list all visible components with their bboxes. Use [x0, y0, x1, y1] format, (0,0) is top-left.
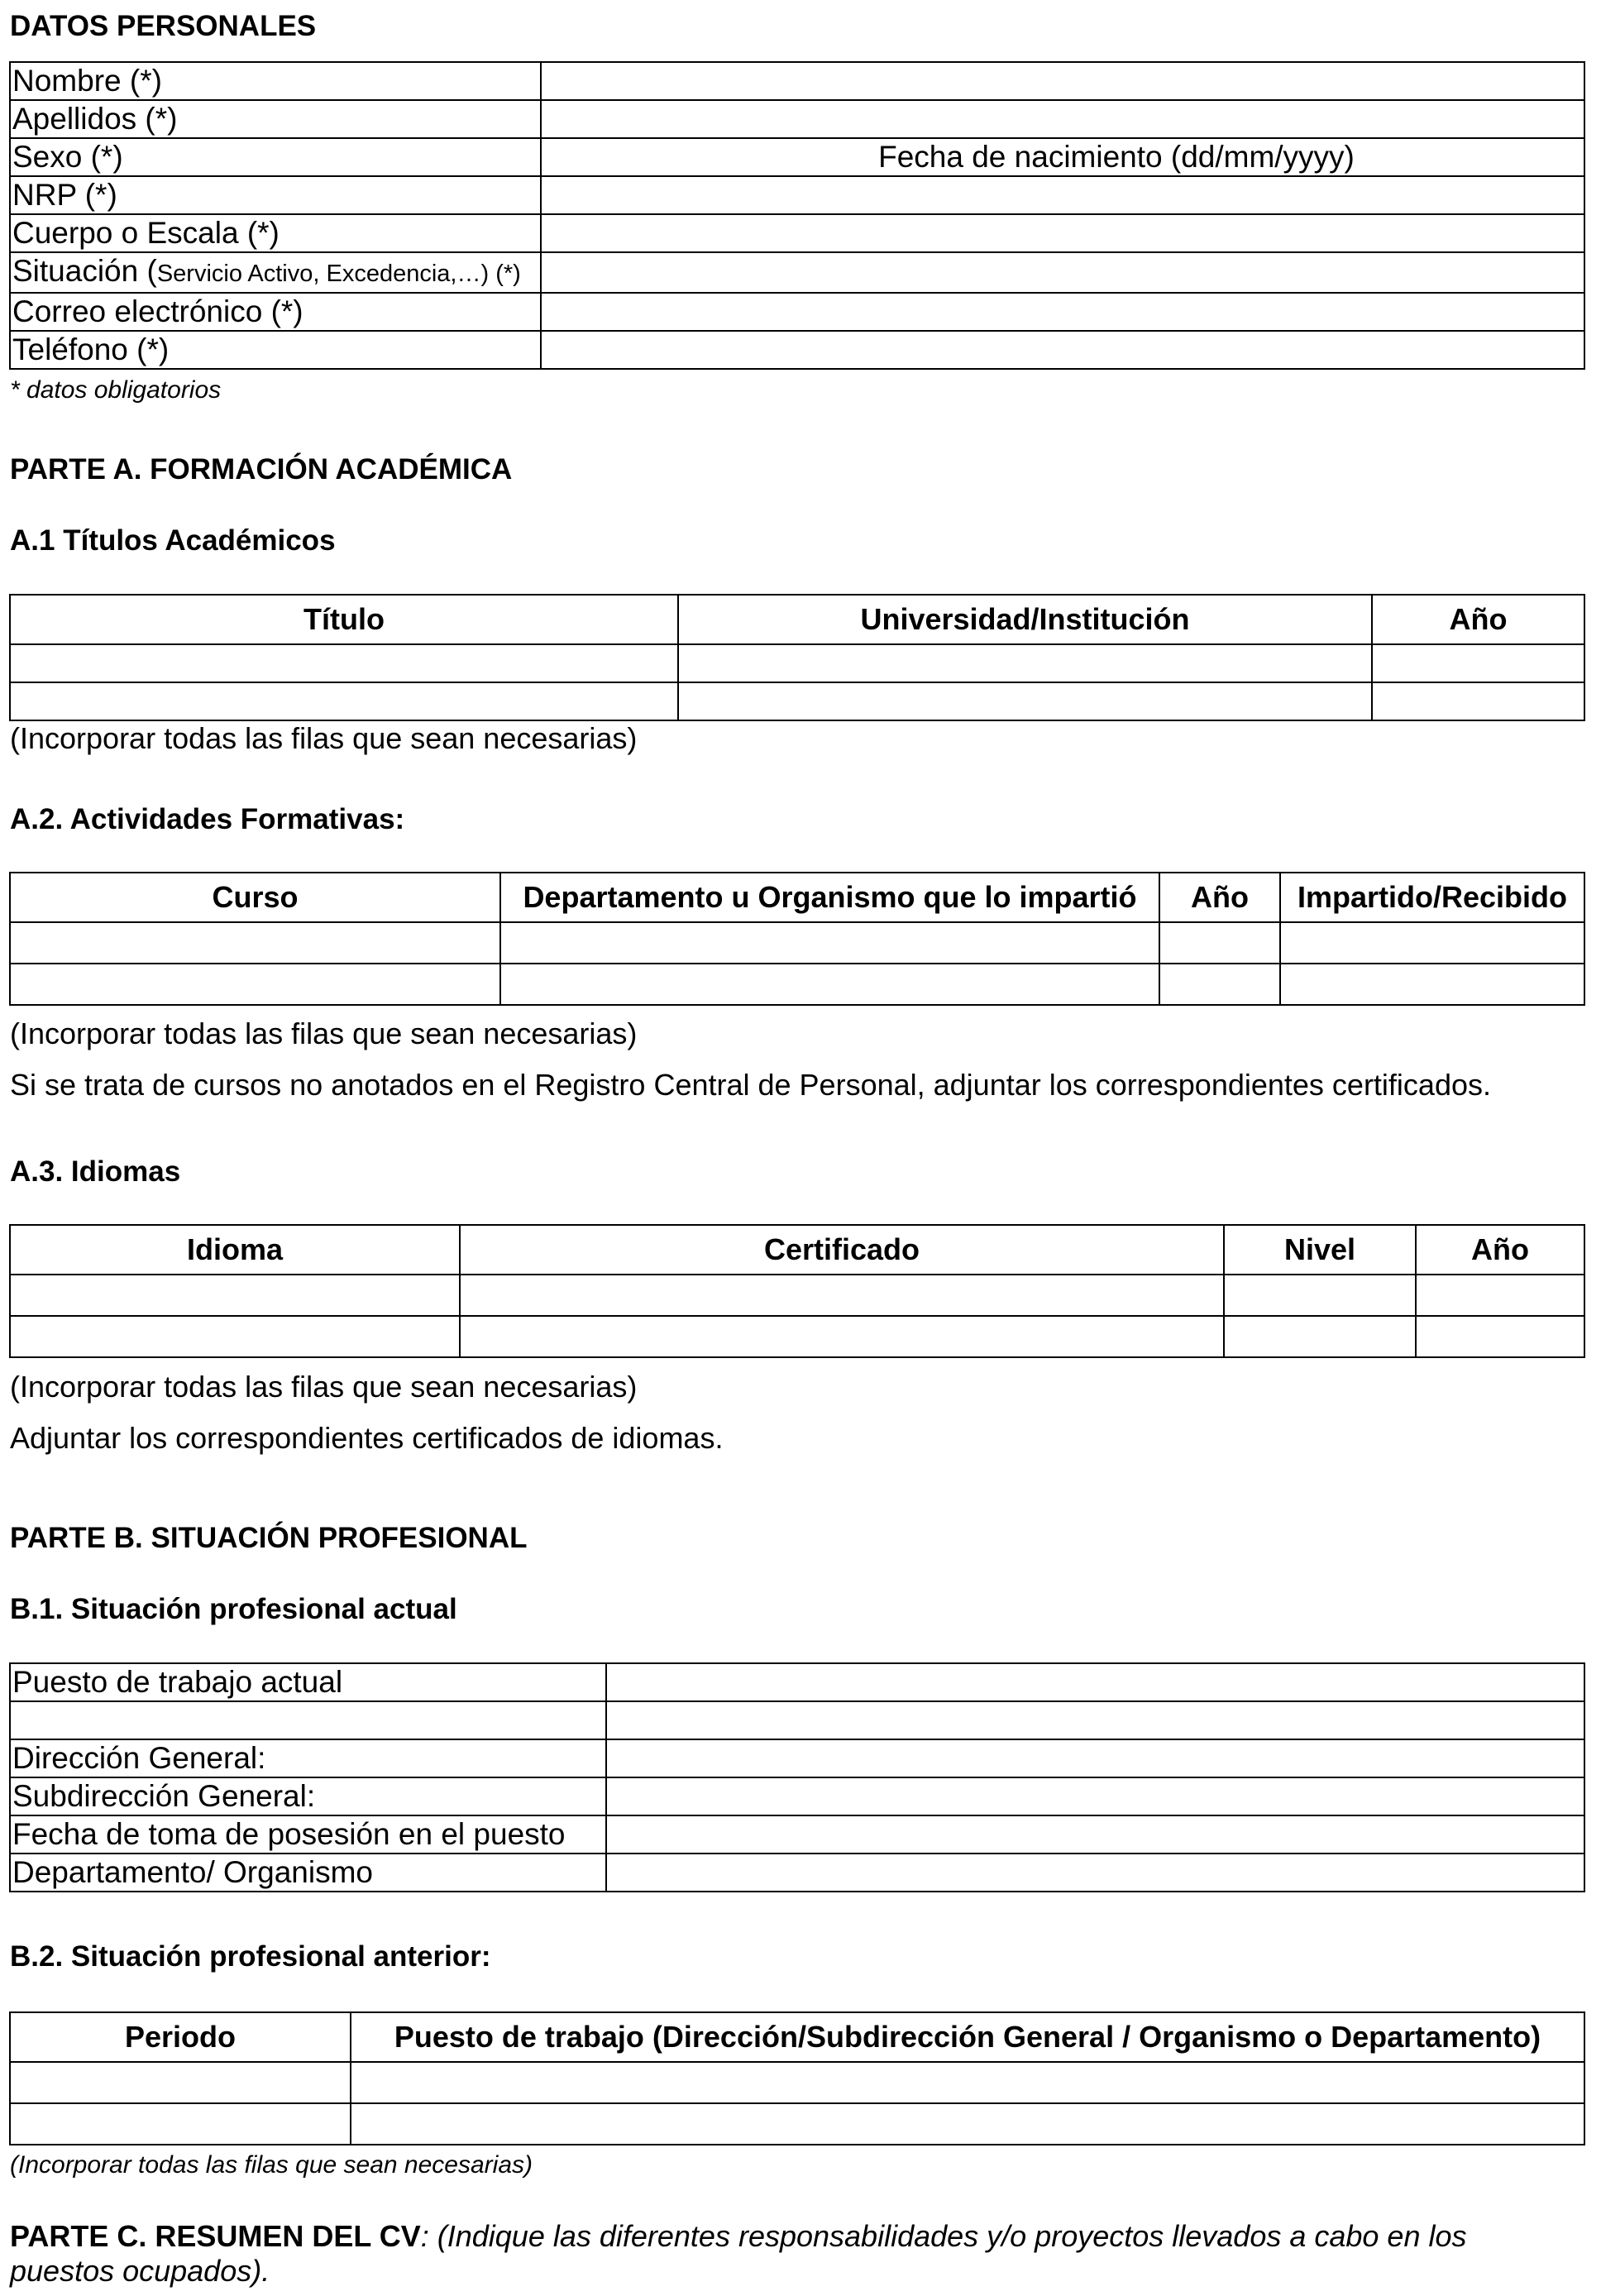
- fecha-posesion-field[interactable]: [606, 1815, 1584, 1854]
- a3-cell[interactable]: [10, 1316, 460, 1357]
- nombre-field[interactable]: [541, 62, 1584, 100]
- a2-cell[interactable]: [500, 922, 1159, 964]
- a2-cell[interactable]: [1280, 922, 1584, 964]
- parte-c-desc2: puestos ocupados).: [10, 2254, 270, 2288]
- situacion-field[interactable]: [541, 252, 1584, 293]
- label-apellidos: Apellidos (*): [10, 100, 541, 138]
- a3-cell[interactable]: [1224, 1275, 1416, 1316]
- parte-b-title: PARTE B. SITUACIÓN PROFESIONAL: [10, 1522, 528, 1554]
- a3-cell[interactable]: [1224, 1316, 1416, 1357]
- a2-table: [9, 872, 1585, 1006]
- label-fecha-posesion: Fecha de toma de posesión en el puesto: [10, 1815, 606, 1854]
- datos-table: [9, 61, 1585, 370]
- cuerpo-field[interactable]: [541, 214, 1584, 252]
- a1-cell[interactable]: [10, 644, 678, 682]
- a2-note2: Si se trata de cursos no anotados en el Registro Central de Personal, adjuntar los correspondientes certificados.: [10, 1068, 1491, 1102]
- a3-header-idioma: Idioma: [10, 1225, 460, 1275]
- a1-cell[interactable]: [678, 644, 1372, 682]
- fecha-nacimiento-label: Fecha de nacimiento (dd/mm/yyyy): [878, 140, 1355, 174]
- b2-cell[interactable]: [10, 2103, 351, 2145]
- b2-note: (Incorporar todas las filas que sean necesarias): [10, 2151, 533, 2179]
- a2-cell[interactable]: [1159, 964, 1280, 1005]
- datos-note: * datos obligatorios: [10, 376, 222, 404]
- b2-header-puesto: Puesto de trabajo (Dirección/Subdirección General / Organismo o Departamento): [351, 2012, 1584, 2062]
- a2-title: A.2. Actividades Formativas:: [10, 803, 405, 835]
- label-empty: [10, 1701, 606, 1739]
- a3-header-nivel: Nivel: [1224, 1225, 1416, 1275]
- a2-cell[interactable]: [10, 922, 500, 964]
- a1-header-titulo: Título: [10, 595, 678, 644]
- label-telefono: Teléfono (*): [10, 331, 541, 369]
- b1-title: B.1. Situación profesional actual: [10, 1593, 457, 1625]
- parte-c-title: PARTE C. RESUMEN DEL CV: [10, 2219, 421, 2253]
- a3-cell[interactable]: [10, 1275, 460, 1316]
- label-nombre: Nombre (*): [10, 62, 541, 100]
- a3-cell[interactable]: [460, 1275, 1224, 1316]
- a1-title: A.1 Títulos Académicos: [10, 524, 336, 557]
- situacion-small: Servicio Activo, Excedencia,…) (*): [156, 261, 521, 287]
- a2-cell[interactable]: [1280, 964, 1584, 1005]
- a3-header-certificado: Certificado: [460, 1225, 1224, 1275]
- datos-title: DATOS PERSONALES: [10, 10, 317, 42]
- empty-field[interactable]: [606, 1701, 1584, 1739]
- a2-header-impartido: Impartido/Recibido: [1280, 873, 1584, 922]
- a2-note: (Incorporar todas las filas que sean necesarias): [10, 1016, 638, 1050]
- b2-cell[interactable]: [351, 2103, 1584, 2145]
- a2-cell[interactable]: [10, 964, 500, 1005]
- a1-cell[interactable]: [1372, 644, 1584, 682]
- b2-cell[interactable]: [10, 2062, 351, 2103]
- label-subdireccion-general: Subdirección General:: [10, 1777, 606, 1815]
- situacion-main: Situación (: [12, 254, 157, 288]
- nrp-field[interactable]: [541, 176, 1584, 214]
- apellidos-field[interactable]: [541, 100, 1584, 138]
- a1-cell[interactable]: [1372, 682, 1584, 720]
- departamento-field[interactable]: [606, 1854, 1584, 1892]
- a2-cell[interactable]: [500, 964, 1159, 1005]
- label-nrp: NRP (*): [10, 176, 541, 214]
- a2-header-anio: Año: [1159, 873, 1280, 922]
- direccion-general-field[interactable]: [606, 1739, 1584, 1777]
- a2-header-curso: Curso: [10, 873, 500, 922]
- telefono-field[interactable]: [541, 331, 1584, 369]
- puesto-actual-field[interactable]: [606, 1663, 1584, 1701]
- label-puesto-actual: Puesto de trabajo actual: [10, 1663, 606, 1701]
- b1-table: [9, 1662, 1585, 1892]
- label-cuerpo: Cuerpo o Escala (*): [10, 214, 541, 252]
- label-departamento: Departamento/ Organismo: [10, 1854, 606, 1892]
- subdireccion-general-field[interactable]: [606, 1777, 1584, 1815]
- a3-cell[interactable]: [460, 1316, 1224, 1357]
- a3-note: (Incorporar todas las filas que sean necesarias): [10, 1370, 638, 1404]
- label-correo: Correo electrónico (*): [10, 293, 541, 331]
- a1-table: [9, 594, 1585, 721]
- a3-table: [9, 1224, 1585, 1358]
- a3-cell[interactable]: [1416, 1316, 1584, 1357]
- b2-header-periodo: Periodo: [10, 2012, 351, 2062]
- a1-header-universidad: Universidad/Institución: [678, 595, 1372, 644]
- label-sexo: Sexo (*): [10, 138, 541, 176]
- a3-cell[interactable]: [1416, 1275, 1584, 1316]
- a2-cell[interactable]: [1159, 922, 1280, 964]
- b2-table: [9, 2011, 1585, 2145]
- b2-cell[interactable]: [351, 2062, 1584, 2103]
- a3-header-anio: Año: [1416, 1225, 1584, 1275]
- a2-header-departamento: Departamento u Organismo que lo impartió: [500, 873, 1159, 922]
- a1-cell[interactable]: [10, 682, 678, 720]
- label-direccion-general: Dirección General:: [10, 1739, 606, 1777]
- sexo-fecha-field[interactable]: [541, 138, 1584, 176]
- a1-note: (Incorporar todas las filas que sean necesarias): [10, 721, 638, 755]
- b2-title: B.2. Situación profesional anterior:: [10, 1940, 491, 1973]
- correo-field[interactable]: [541, 293, 1584, 331]
- parte-c-desc: : (Indique las diferentes responsabilidades y/o proyectos llevados a cabo en los: [420, 2219, 1467, 2253]
- a3-note2: Adjuntar los correspondientes certificados de idiomas.: [10, 1421, 724, 1455]
- a3-title: A.3. Idiomas: [10, 1155, 181, 1188]
- a1-cell[interactable]: [678, 682, 1372, 720]
- parte-c-line1: [10, 2219, 1584, 2254]
- parte-c-block: [10, 2219, 1584, 2289]
- a1-header-anio: Año: [1372, 595, 1584, 644]
- label-situacion: [10, 252, 541, 293]
- parte-a-title: PARTE A. FORMACIÓN ACADÉMICA: [10, 453, 513, 486]
